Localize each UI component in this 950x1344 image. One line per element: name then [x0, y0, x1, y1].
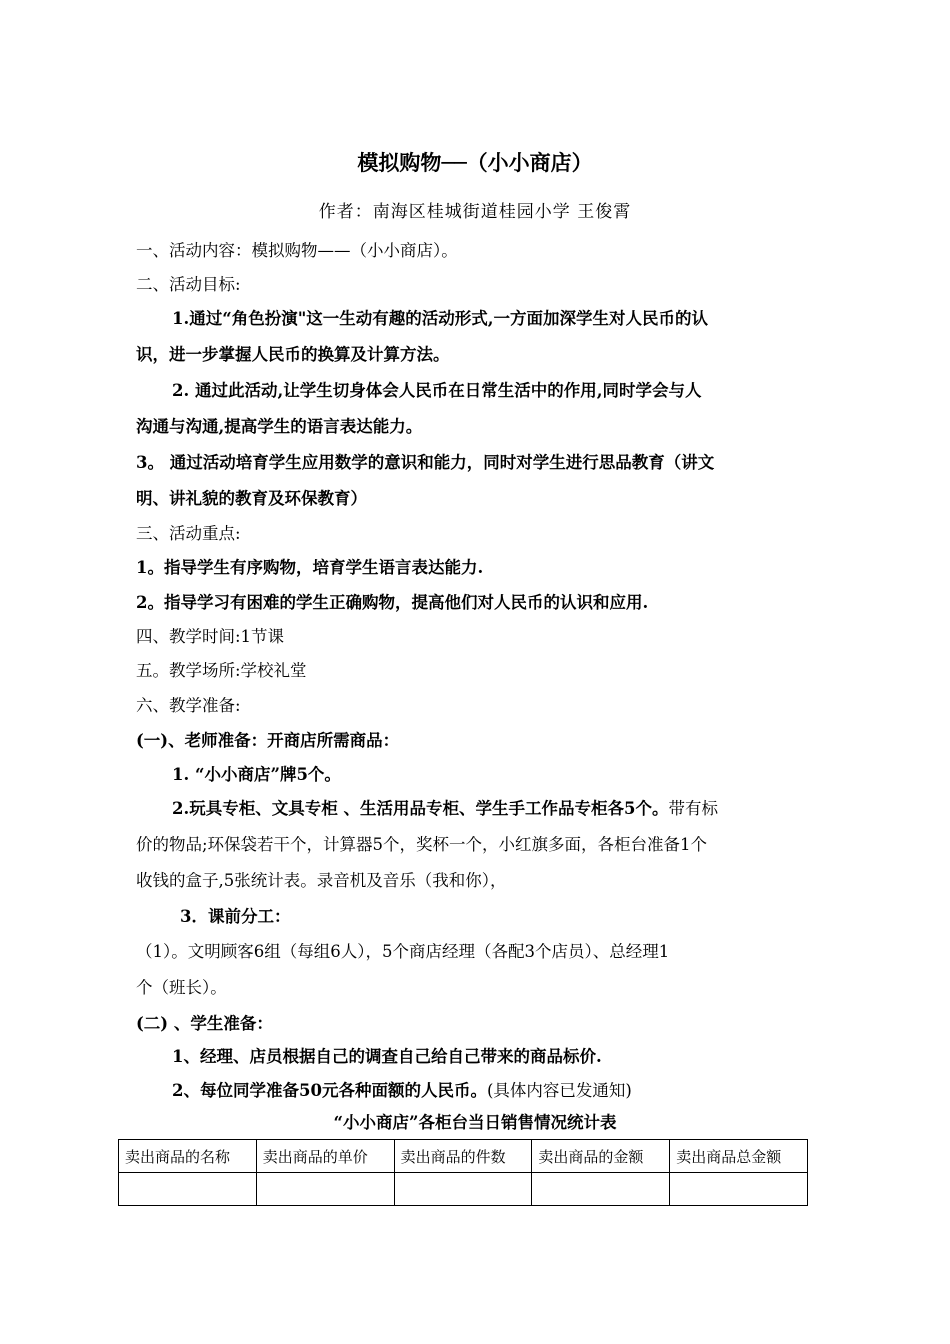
- section-activity-goals: 二、活动目标:: [136, 275, 241, 294]
- section-activity-content: 一、活动内容：模拟购物——（小小商店）。: [136, 241, 458, 260]
- stats-table-title: “小小商店”各柜台当日销售情况统计表: [333, 1113, 617, 1132]
- table-row: [119, 1173, 808, 1206]
- division-line-1: （1）。文明顾客6组（每组6人），5个商店经理（各配3个店员）、总经理1: [136, 942, 670, 961]
- table-header-cell: 卖出商品的名称: [119, 1140, 257, 1173]
- goal-3-line-2: 明、讲礼貌的教育及环保教育）: [136, 489, 367, 508]
- student-prep-heading: (二) 、学生准备：: [136, 1014, 273, 1033]
- teacher-prep-item-2-line-3: 收钱的盒子,5张统计表。录音机及音乐（我和你），: [136, 871, 507, 890]
- author-line: 作者：南海区桂城街道桂园小学 王俊霄: [318, 202, 632, 222]
- student-prep-item-2: [172, 1080, 814, 1102]
- teacher-prep-item-2-line-2: 价的物品;环保袋若干个，计算器5个，奖杯一个，小红旗多面，各柜台准备1个: [136, 835, 708, 854]
- table-header-cell: 卖出商品的件数: [394, 1140, 532, 1173]
- teacher-prep-item-1: 1. “小小商店”牌5个。: [172, 765, 341, 784]
- goal-2-line-1: 2. 通过此活动,让学生切身体会人民币在日常生活中的作用,同时学会与人: [172, 381, 702, 400]
- table-cell: [394, 1173, 532, 1206]
- section-teaching-time: 四、教学时间:1节课: [136, 627, 285, 646]
- table-header-cell: 卖出商品的单价: [256, 1140, 394, 1173]
- section-teaching-prep: 六、教学准备:: [136, 696, 241, 715]
- teacher-prep-item-2-bold: 2.玩具专柜、文具专柜 、生活用品专柜、学生手工作品专柜各5个。: [172, 799, 669, 818]
- section-teaching-venue: 五。教学场所:学校礼堂: [136, 661, 307, 680]
- key-point-1: 1。指导学生有序购物，培育学生语言表达能力.: [136, 558, 484, 577]
- goal-2-line-2: 沟通与沟通,提高学生的语言表达能力。: [136, 417, 423, 436]
- teacher-prep-item-2-tail: 带有标: [668, 799, 718, 818]
- table-cell: [119, 1173, 257, 1206]
- goal-1-line-2: 识，进一步掌握人民币的换算及计算方法。: [136, 345, 450, 364]
- table-cell: [670, 1173, 808, 1206]
- teacher-prep-heading: (一)、老师准备：开商店所需商品：: [136, 731, 400, 750]
- document-title: 模拟购物──（小小商店）: [357, 151, 593, 175]
- table-header-cell: 卖出商品总金额: [670, 1140, 808, 1173]
- sales-stats-table: [118, 1139, 808, 1206]
- goal-3-line-1: 3。 通过活动培育学生应用数学的意识和能力，同时对学生进行思品教育（讲文: [136, 453, 715, 472]
- table-header-cell: 卖出商品的金额: [532, 1140, 670, 1173]
- table-cell: [256, 1173, 394, 1206]
- table-header-row: [119, 1140, 808, 1173]
- section-key-points: 三、活动重点:: [136, 524, 241, 543]
- key-point-2: 2。指导学习有困难的学生正确购物，提高他们对人民币的认识和应用.: [136, 593, 649, 612]
- student-prep-item-1: 1、经理、店员根据自己的调查自己给自己带来的商品标价.: [172, 1047, 602, 1066]
- division-line-2: 个（班长）。: [136, 978, 227, 997]
- goal-1-line-1: 1.通过“角色扮演"这一生动有趣的活动形式,一方面加深学生对人民币的认: [172, 309, 709, 328]
- teacher-prep-item-2-line-1: [172, 798, 814, 820]
- student-prep-item-2-note: (具体内容已发通知): [486, 1081, 632, 1100]
- teacher-prep-item-3: 3．课前分工：: [180, 907, 291, 926]
- student-prep-item-2-bold: 2、每位同学准备50元各种面额的人民币。: [172, 1081, 487, 1100]
- table-cell: [532, 1173, 670, 1206]
